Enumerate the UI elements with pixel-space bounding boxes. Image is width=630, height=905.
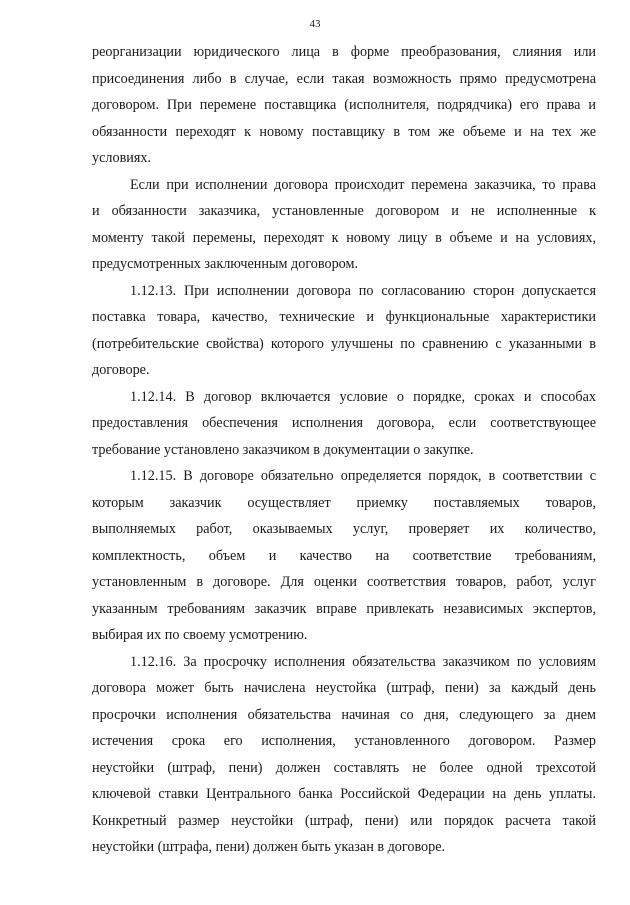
text-line: неустойки (штраф, пени) должен составлять не более одной трехсотой [92, 759, 596, 776]
text-line: 1.12.16. За просрочку исполнения обязательства заказчиком по условиям [130, 653, 596, 670]
text-line: которым заказчик осуществляет приемку поставляемых товаров, [92, 494, 596, 511]
text-line: истечения срока его исполнения, установленного договором. Размер [92, 733, 596, 749]
text-line: комплектность, объем и качество на соответствие требованиям, [92, 547, 596, 564]
paragraph [92, 172, 596, 278]
text-line: 1.12.15. В договоре обязательно определяется порядок, в соответствии с [130, 468, 596, 484]
document-body [92, 39, 596, 861]
text-line: и обязанности заказчика, установленные договором и не исполненные к [92, 203, 596, 219]
text-line: установленным в договоре. Для оценки соответствия товаров, работ, услуг [92, 574, 596, 590]
text-line: ключевой ставки Центрального банка Российской Федерации на день уплаты. [92, 786, 596, 802]
text-line: 1.12.13. При исполнении договора по согласованию сторон допускается [130, 282, 596, 299]
text-line: выбирая их по своему усмотрению. [92, 627, 308, 643]
text-line: просрочки исполнения обязательства начиная со дня, следующего за днем [92, 706, 596, 723]
text-line: предоставления обеспечения исполнения договора, если соответствующее [92, 415, 596, 431]
paragraph [92, 384, 596, 464]
paragraph [92, 39, 596, 172]
text-line: реорганизации юридического лица в форме преобразования, слияния или [92, 44, 596, 60]
text-line: Если при исполнении договора происходит перемена заказчика, то права [130, 176, 596, 193]
text-line: обязанности переходят к новому поставщику в том же объеме и на тех же [92, 123, 596, 140]
text-line: указанным требованиям заказчик вправе привлекать независимых экспертов, [92, 600, 596, 617]
text-line: неустойки (штрафа, пени) должен быть указан в договоре. [92, 839, 446, 855]
paragraph [92, 463, 596, 649]
text-line: присоединения либо в случае, если такая возможность прямо предусмотрена [92, 70, 596, 87]
text-line: (потребительские свойства) которого улучшены по сравнению с указанными в [92, 335, 596, 352]
text-line: Конкретный размер неустойки (штраф, пени) или порядок расчета такой [92, 812, 596, 829]
text-line: договора может быть начислена неустойка (штраф, пени) за каждый день [92, 680, 596, 696]
text-line: поставка товара, качество, технические и функциональные характеристики [92, 309, 596, 325]
text-line: выполняемых работ, оказываемых услуг, проверяет их количество, [92, 521, 596, 537]
text-line: требование установлено заказчиком в документации о закупке. [92, 441, 474, 458]
paragraph [92, 649, 596, 861]
text-line: 1.12.14. В договор включается условие о порядке, сроках и способах [130, 388, 596, 405]
text-line: договором. При перемене поставщика (исполнителя, подрядчика) его права и [92, 97, 596, 113]
text-line: моменту такой перемены, переходят к новому лицу в объеме и на условиях, [92, 229, 596, 246]
text-line: договоре. [92, 362, 150, 378]
text-line: предусмотренных заключенным договором. [92, 256, 359, 272]
page-number: 43 [309, 18, 321, 30]
paragraph [92, 278, 596, 384]
text-line: условиях. [92, 150, 152, 166]
